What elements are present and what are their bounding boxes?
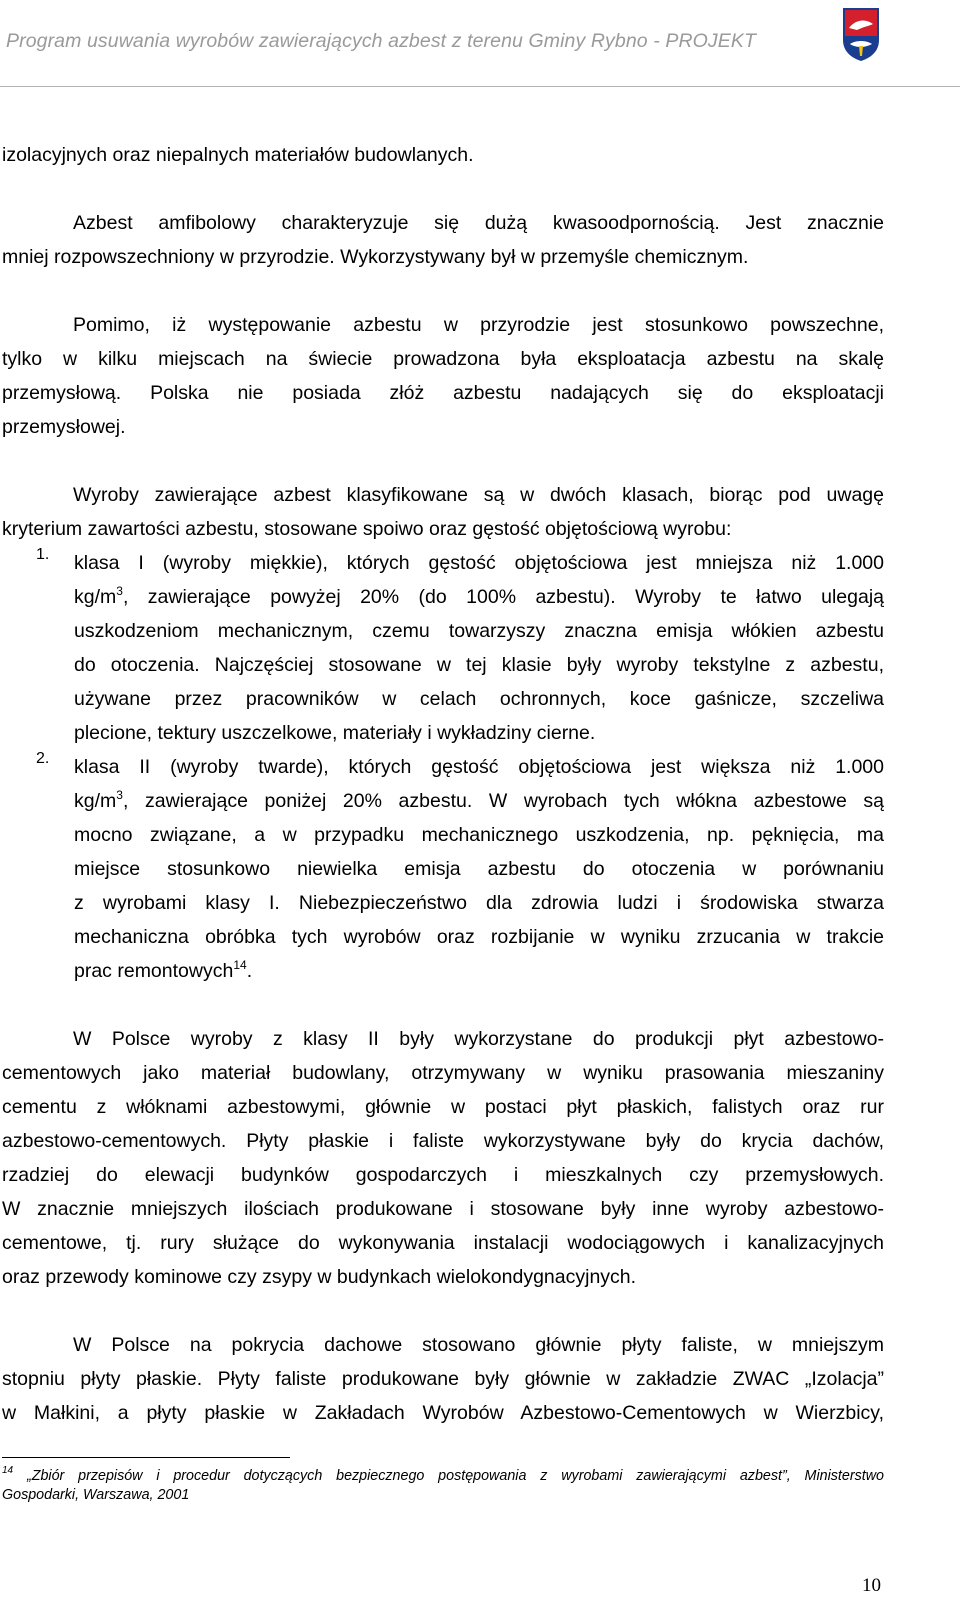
list-item-number: 1. (36, 546, 50, 563)
paragraph-line: w Małkini, a płyty płaskie w Zakładach Wyrobów Azbestowo-Cementowych w Wierzbicy, (2, 1402, 884, 1424)
paragraph-line: azbestowo-cementowych. Płyty płaskie i faliste wykorzystywane były do krycia dachów, (2, 1130, 884, 1152)
list-item-line: mechaniczna obróbka tych wyrobów oraz rozbijanie w wyniku zrzucania w trakcie (74, 926, 884, 948)
footnote (2, 1467, 884, 1505)
header-divider (0, 86, 960, 87)
list-item-line: do otoczenia. Najczęściej stosowane w tej klasie były wyroby tekstylne z azbestu, (74, 654, 884, 676)
document-header-title: Program usuwania wyrobów zawierających azbest z terenu Gminy Rybno - PROJEKT (6, 30, 756, 52)
list-item-line: $kg/m^3$, zawierające poniżej 20% azbestu. W wyrobach tych włókna azbestowe są (74, 788, 884, 812)
paragraph-line: cementowe, tj. rury służące do wykonywania instalacji wodociągowych i kanalizacyjnych (2, 1232, 884, 1254)
paragraph-line: rzadziej do elewacji budynków gospodarczych i mieszkalnych czy przemysłowych. (2, 1164, 884, 1186)
paragraph-line: izolacyjnych oraz niepalnych materiałów budowlanych. (2, 144, 474, 166)
list-item-line: miejsce stosunkowo niewielka emisja azbestu do otoczenia w porównaniu (74, 858, 884, 880)
list-item-line: $kg/m^3$, zawierające powyżej 20% (do 100% azbestu). Wyroby te łatwo ulegają (74, 584, 884, 608)
footnote-separator (2, 1457, 290, 1458)
list-item (2, 750, 884, 988)
list-item-line: mocno związane, a w przypadku mechanicznego uszkodzenia, np. pęknięcia, ma (74, 824, 884, 846)
paragraph-line: Wyroby zawierające azbest klasyfikowane są w dwóch klasach, biorąc pod uwagę (73, 484, 884, 506)
list-item-line: klasa II (wyroby twarde), których gęstość objętościowa jest większa niż 1.000 (74, 756, 884, 778)
document-body (2, 138, 884, 1430)
paragraph-line: Pomimo, iż występowanie azbestu w przyrodzie jest stosunkowo powszechne, (73, 314, 884, 336)
paragraph-line: W Polsce wyroby z klasy II były wykorzystane do produkcji płyt azbestowo- (73, 1028, 884, 1050)
paragraph-line: cementowych jako materiał budowlany, otrzymywany w wyniku prasowania mieszaniny (2, 1062, 884, 1084)
list-item (2, 546, 884, 750)
list-item-line: klasa I (wyroby miękkie), których gęstość objętościowa jest mniejsza niż 1.000 (74, 552, 884, 574)
list-item-line: używane przez pracowników w celach ochronnych, koce gaśnicze, szczeliwa (74, 688, 884, 710)
footnote-line: $^{14}$ „Zbiór przepisów i procedur dotyczących bezpiecznego postępowania z wyrobami zawierającymi azbest”, Ministerstwo (2, 1465, 884, 1484)
paragraph-line: mniej rozpowszechniony w przyrodzie. Wykorzystywany był w przemyśle chemicznym. (2, 246, 749, 268)
paragraph-line: cementu z włóknami azbestowymi, głównie w postaci płyt płaskich, falistych oraz rur (2, 1096, 884, 1118)
list-item-line: prac remontowych$^{14}$. (74, 958, 253, 982)
list-item-line: z wyrobami klasy I. Niebezpieczeństwo dla zdrowia ludzi i środowiska stwarza (74, 892, 884, 914)
paragraph-line: oraz przewody kominowe czy zsypy w budynkach wielokondygnacyjnych. (2, 1266, 637, 1288)
list-item-line: uszkodzeniom mechanicznym, czemu towarzyszy znaczna emisja włókien azbestu (74, 620, 884, 642)
paragraph-line: przemysłową. Polska nie posiada złóż azbestu nadających się do eksploatacji (2, 382, 884, 404)
paragraph-line: Azbest amfibolowy charakteryzuje się dużą kwasoodpornością. Jest znacznie (73, 212, 884, 234)
paragraph-line: kryterium zawartości azbestu, stosowane spoiwo oraz gęstość objętościową wyrobu: (2, 518, 732, 540)
list-item-line: plecione, tektury uszczelkowe, materiały i wykładziny cierne. (74, 722, 596, 744)
paragraph-line: przemysłowej. (2, 416, 126, 438)
footnote-line: Gospodarki, Warszawa, 2001 (2, 1487, 190, 1503)
page-number: 10 (862, 1575, 881, 1596)
paragraph-line: tylko w kilku miejscach na świecie prowadzona była eksploatacja azbestu na skalę (2, 348, 884, 370)
coat-of-arms-icon (841, 6, 881, 62)
footnote-reference: 14 (233, 958, 247, 972)
footnote-mark: 14 (2, 1465, 14, 1476)
paragraph-line: stopniu płyty płaskie. Płyty faliste produkowane były głównie w zakładzie ZWAC „Izolacja” (2, 1368, 884, 1390)
paragraph-line: W Polsce na pokrycia dachowe stosowano głównie płyty faliste, w mniejszym (73, 1334, 884, 1356)
list-item-number: 2. (36, 750, 50, 767)
paragraph-line: W znacznie mniejszych ilościach produkowane i stosowane były inne wyroby azbestowo- (2, 1198, 884, 1220)
